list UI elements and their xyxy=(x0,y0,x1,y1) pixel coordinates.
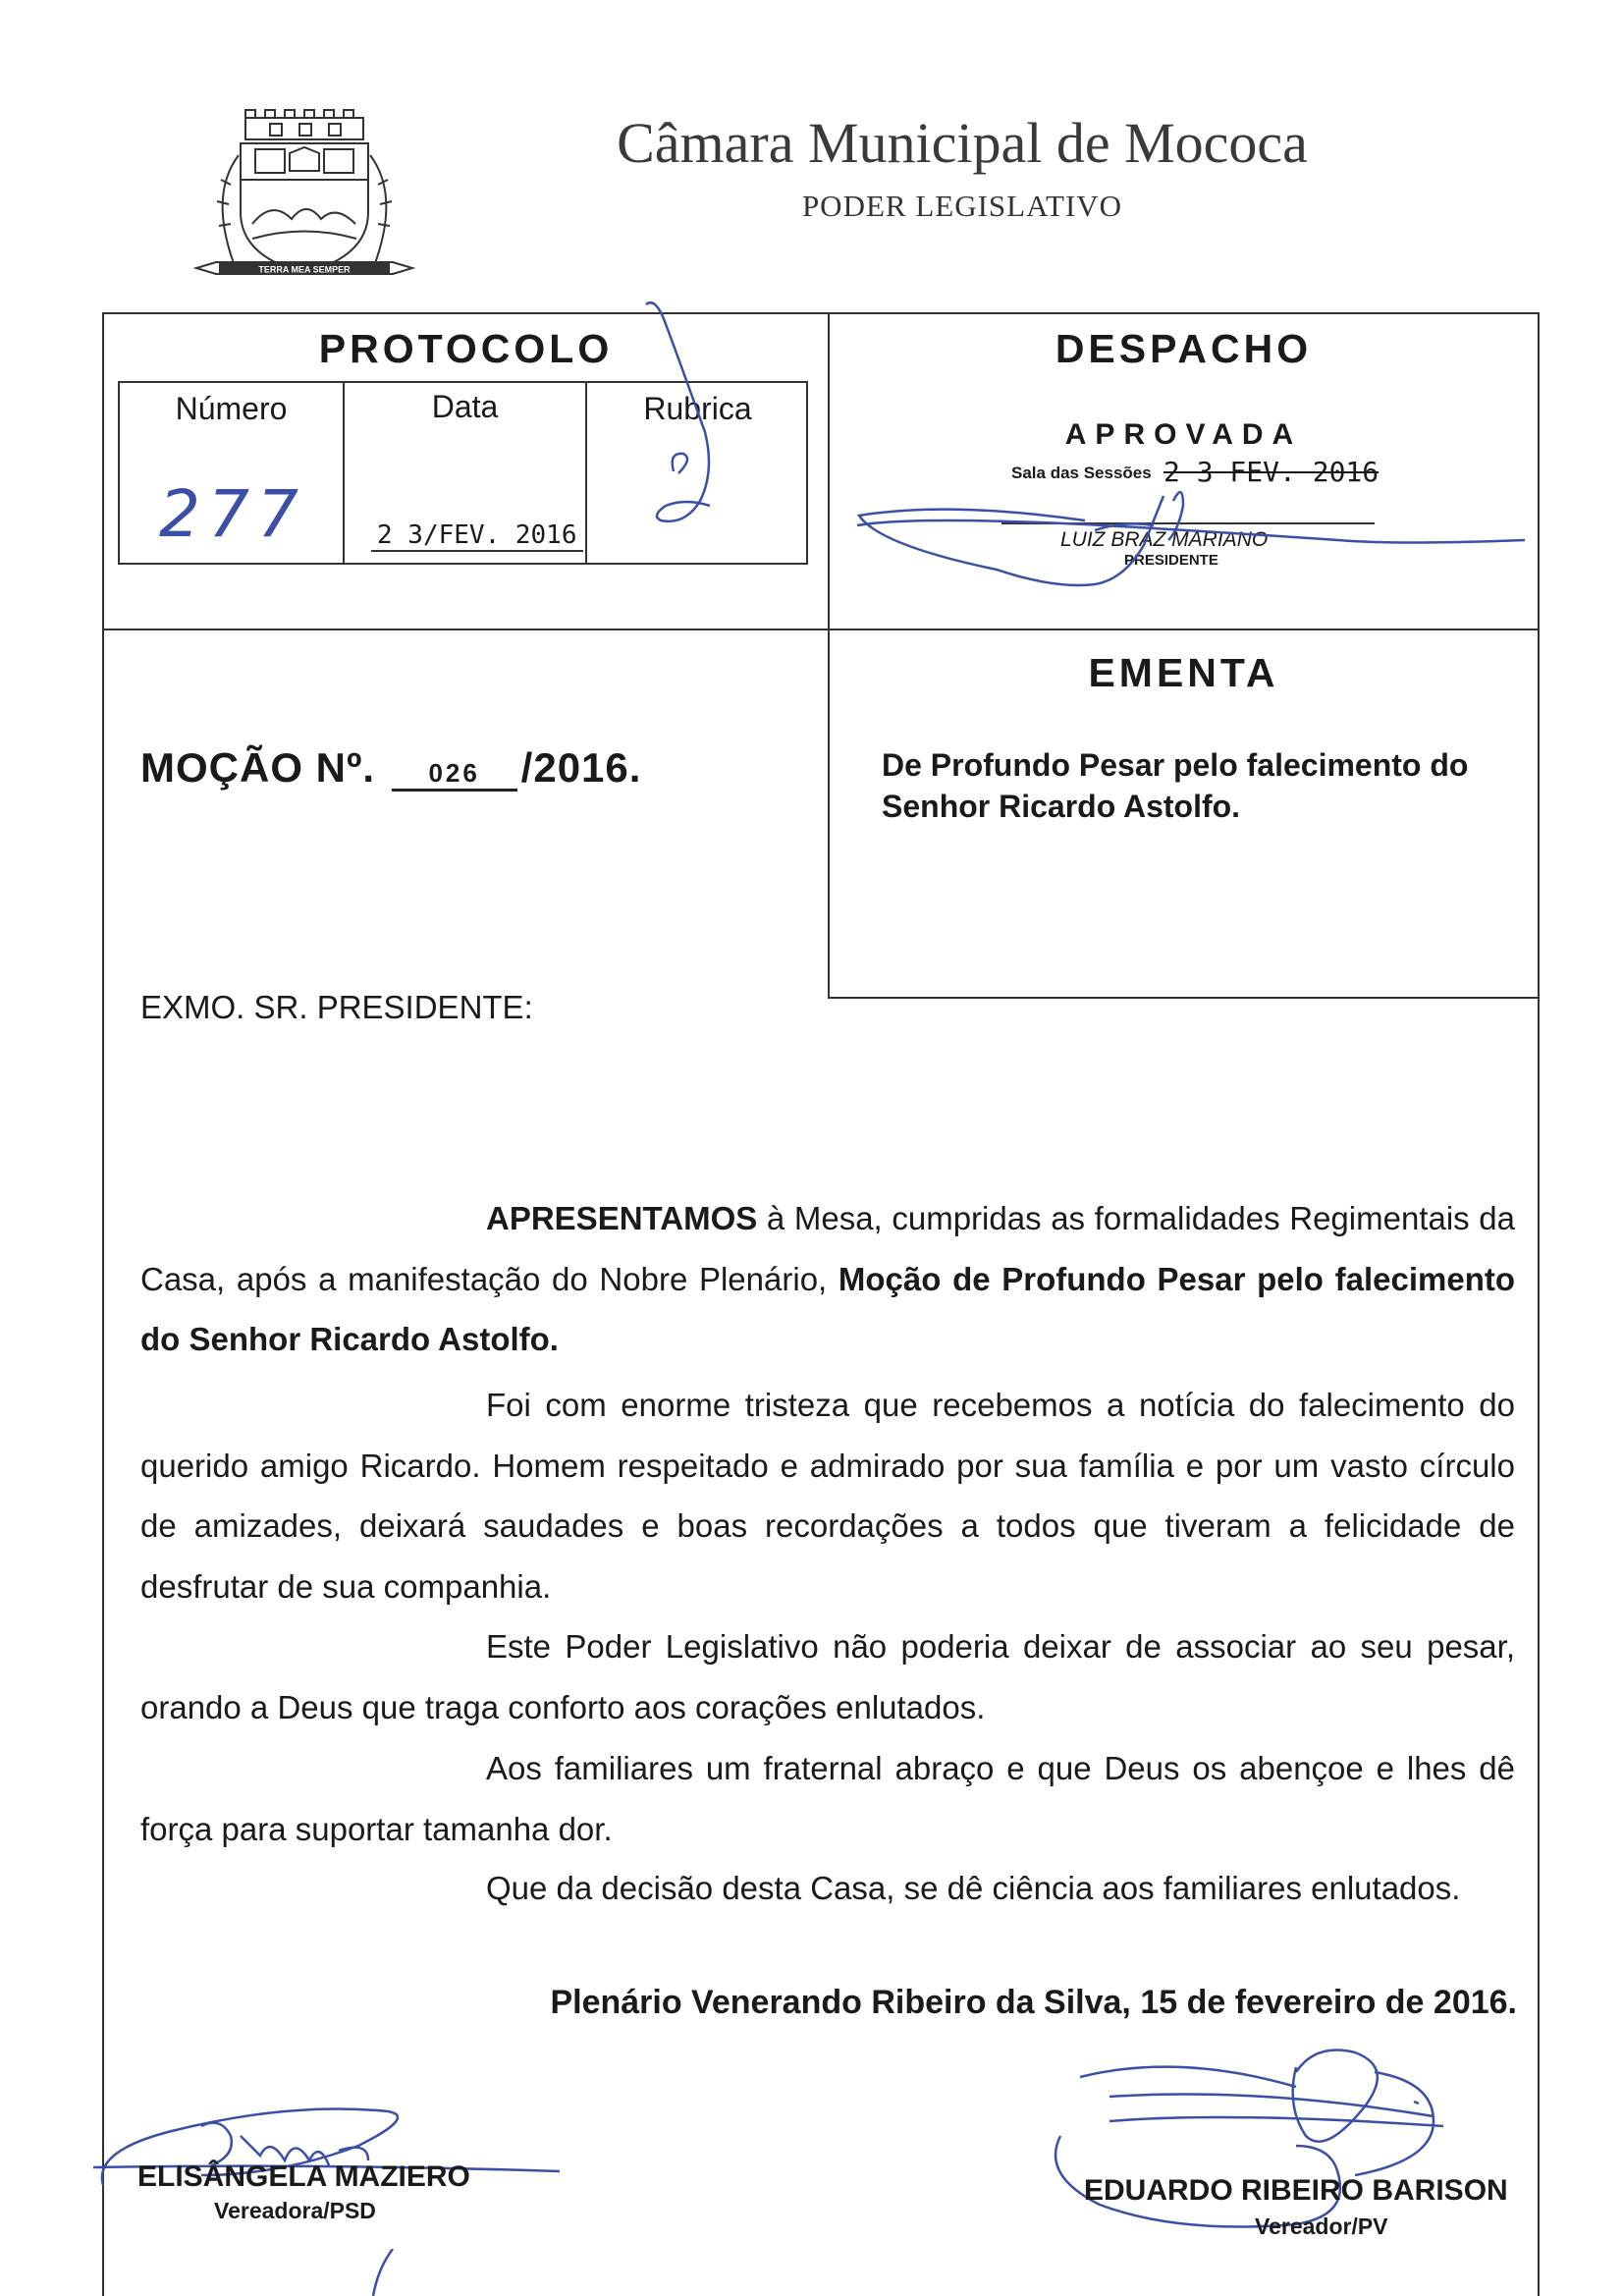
protocolo-numero-label: Número xyxy=(175,391,288,426)
protocolo-table xyxy=(118,381,808,565)
rubrica-signature-icon xyxy=(587,295,808,565)
body-p1-bold-end: Moção de Profundo Pesar pelo falecimento do Senhor Ricardo Astolfo. xyxy=(140,1260,1515,1357)
body-paragraph-1 xyxy=(140,1188,1515,1370)
mocao-number: 026 xyxy=(392,758,517,792)
municipal-crest-logo xyxy=(191,106,417,293)
signature-1-role: Vereadora/PSD xyxy=(214,2198,376,2223)
body-paragraph-2: Foi com enorme tristeza que recebemos a notícia do falecimento do querido amigo Ricardo. Homem respeitado e admirado por sua família e por um vasto círculo de amizades, deixará saudades e boas recordações a todos que tiveram a felicidade de desfrutar de sua companhia. xyxy=(140,1387,1515,1605)
signature-2-name: EDUARDO RIBEIRO BARISON xyxy=(1084,2174,1508,2207)
protocolo-data-stamp: 2 3/FEV. 2016 xyxy=(371,520,583,552)
ementa-title: EMENTA xyxy=(1088,650,1279,695)
body-paragraph-5: Que da decisão desta Casa, se dê ciência aos familiares enlutados. xyxy=(486,1870,1461,1906)
despacho-signer-name: LUIZ BRAZ MARIANO xyxy=(1060,528,1269,551)
despacho-sala-date: 2 3 FEV. 2016 xyxy=(1163,456,1380,488)
mocao-prefix: MOÇÃO Nº. xyxy=(140,744,375,791)
body-p1-text: à Mesa, cumpridas as formalidades Regimentais da Casa, após a manifestação do Nobre Plenário, xyxy=(140,1200,1515,1297)
body-p1-bold-start: APRESENTAMOS xyxy=(486,1200,758,1236)
despacho-status: APROVADA xyxy=(1064,418,1303,451)
closing-place-date: Plenário Venerando Ribeiro da Silva, 15 de fevereiro de 2016. xyxy=(550,1984,1517,2021)
salutation: EXMO. SR. PRESIDENTE: xyxy=(140,989,533,1025)
protocolo-rubrica-label: Rubrica xyxy=(643,391,752,426)
frame-right-border xyxy=(1538,312,1540,2296)
frame-right-column-bottom xyxy=(828,997,1540,999)
mocao-number-line xyxy=(140,744,641,792)
crest-motto: TERRA MEA SEMPER xyxy=(258,264,351,275)
despacho-title: DESPACHO xyxy=(1055,326,1313,371)
frame-left-border xyxy=(102,312,104,2296)
signature-1-name: ELISÂNGELA MAZIERO xyxy=(137,2160,470,2193)
body-paragraph-3: Este Poder Legislativo não poderia deixar de associar ao seu pesar, orando a Deus que traga conforto aos corações enlutados. xyxy=(140,1628,1515,1725)
frame-row-divider xyxy=(102,629,1540,630)
frame-top-border xyxy=(102,312,1540,314)
institution-title: Câmara Municipal de Mococa xyxy=(617,111,1308,175)
signature-1-tail-icon xyxy=(363,2249,403,2296)
body-paragraph-4: Aos familiares um fraternal abraço e que Deus os abençoe e lhes dê força para suportar tamanha dor. xyxy=(140,1750,1515,1847)
despacho-sala-label: Sala das Sessões xyxy=(1011,464,1152,482)
mocao-suffix: /2016. xyxy=(520,744,642,791)
protocolo-data-label: Data xyxy=(431,389,499,424)
signature-2-role: Vereador/PV xyxy=(1255,2214,1388,2239)
ementa-text: De Profundo Pesar pelo falecimento do Senhor Ricardo Astolfo. xyxy=(882,747,1469,824)
institution-subtitle: PODER LEGISLATIVO xyxy=(801,189,1123,223)
despacho-signer-role: PRESIDENTE xyxy=(1124,552,1218,569)
despacho-signature-icon xyxy=(849,471,1537,619)
protocolo-title: PROTOCOLO xyxy=(318,326,614,371)
despacho-approval-stamp xyxy=(830,412,1538,579)
protocolo-numero-value: 277 xyxy=(159,476,306,552)
